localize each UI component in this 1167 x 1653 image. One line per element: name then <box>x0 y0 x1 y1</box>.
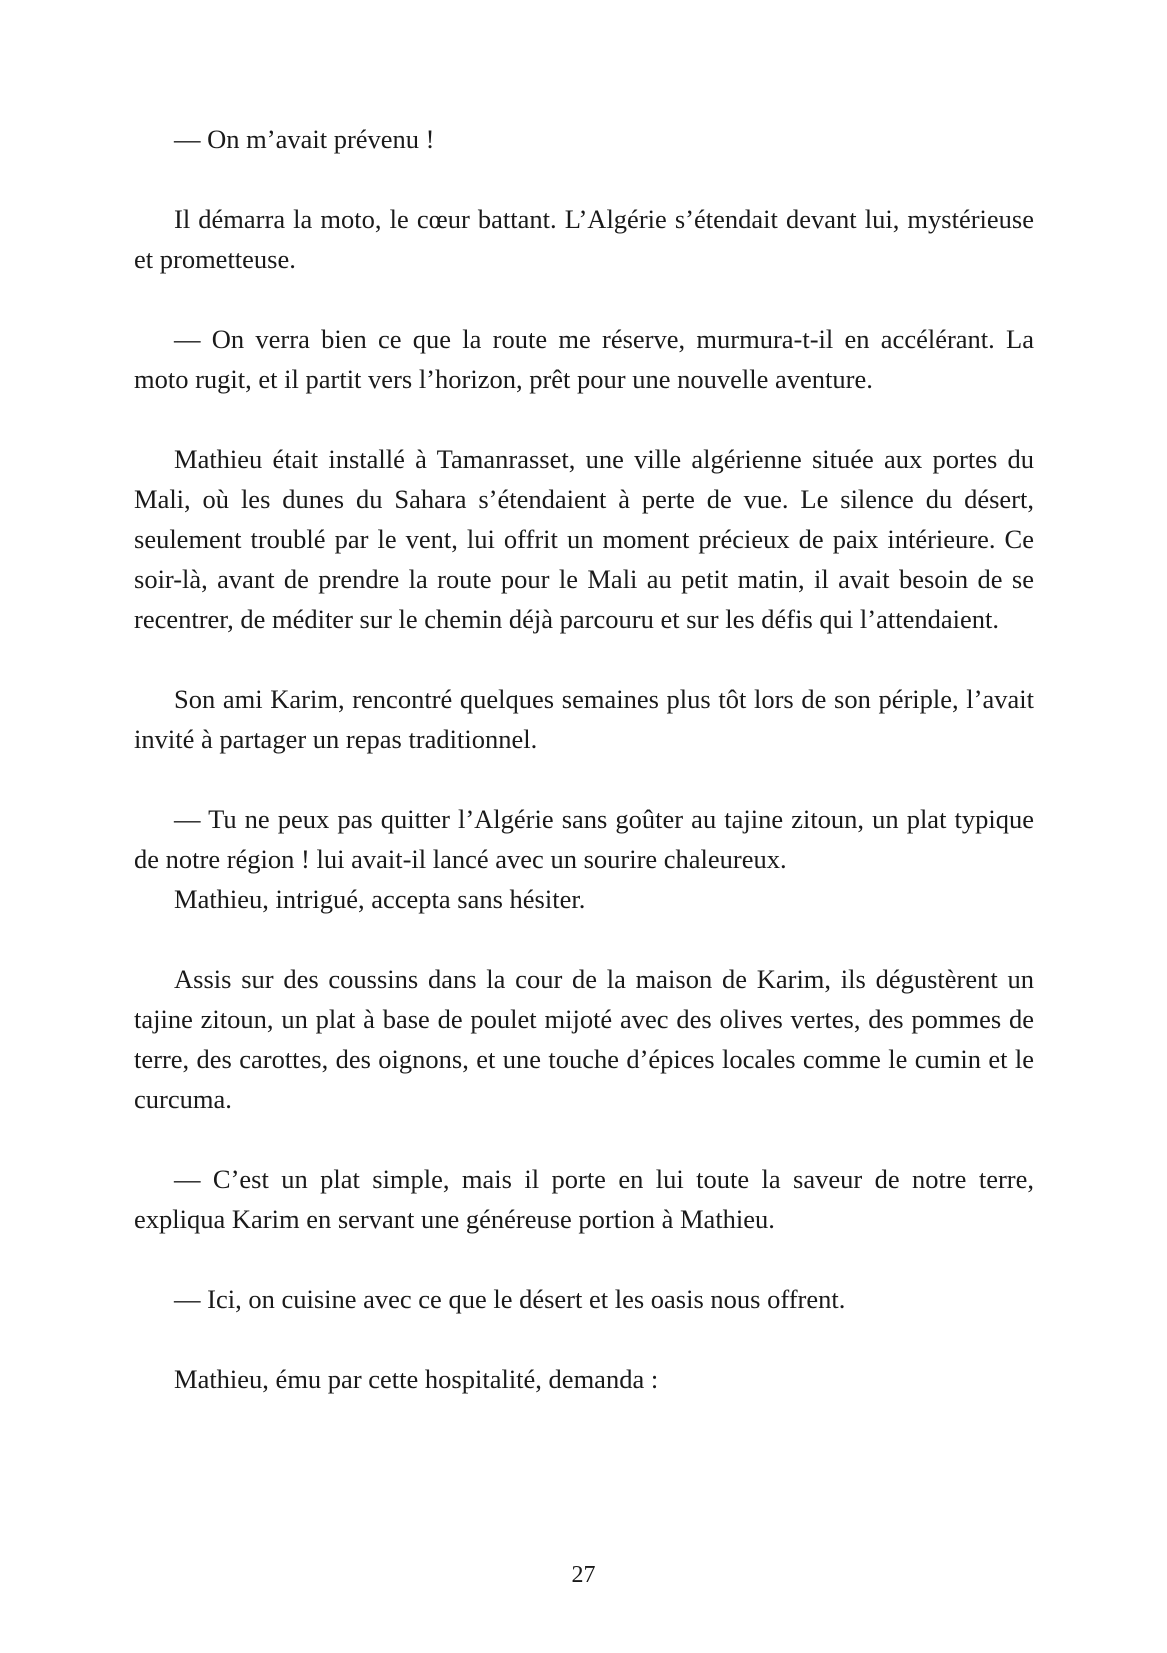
paragraph-road: — On verra bien ce que la route me réserve, murmura-t-il en accélérant. La moto rugit, et il partit vers l’horizon, prêt pour une nouvelle aventure. <box>134 324 1034 394</box>
paragraph-tamanrasset: Mathieu était installé à Tamanrasset, une ville algérienne située aux portes du Mali, où les dunes du Sahara s’étendaient à perte de vue. Le silence du désert, seulement troublé par le vent, lui offrit un moment précieux de paix intérieure. Ce soir-là, avant de prendre la route pour le Mali au petit matin, il avait besoin de se recentrer, de méditer sur le chemin déjà parcouru et sur les défis qui l’attendaient. <box>134 444 1034 634</box>
paragraph-departure: Il démarra la moto, le cœur battant. L’Algérie s’étendait devant lui, mystérieuse et prometteuse. <box>134 204 1034 274</box>
paragraph-question: Mathieu, ému par cette hospitalité, demanda : <box>174 1364 659 1394</box>
paragraph-karim: Son ami Karim, rencontré quelques semaines plus tôt lors de son périple, l’avait invité à partager un repas traditionnel. <box>134 684 1034 754</box>
body-text <box>134 119 1034 1399</box>
paragraph-accept: Mathieu, intrigué, accepta sans hésiter. <box>174 884 586 914</box>
paragraph-simple-dish: — C’est un plat simple, mais il porte en lui toute la saveur de notre terre, expliqua Karim en servant une généreuse portion à Mathieu. <box>134 1164 1034 1234</box>
paragraph-meal: Assis sur des coussins dans la cour de la maison de Karim, ils dégustèrent un tajine zitoun, un plat à base de poulet mijoté avec des olives vertes, des pommes de terre, des carottes, des oignons, et une touche d’épices locales comme le cumin et le curcuma. <box>134 964 1034 1114</box>
paragraph-warning: — On m’avait prévenu ! <box>174 124 435 154</box>
paragraph-tajine-invite: — Tu ne peux pas quitter l’Algérie sans goûter au tajine zitoun, un plat typique de notre région ! lui avait-il lancé avec un sourire chaleureux. <box>134 804 1034 874</box>
paragraph-desert-cooking: — Ici, on cuisine avec ce que le désert et les oasis nous offrent. <box>174 1284 846 1314</box>
page-number: 27 <box>571 1562 596 1588</box>
